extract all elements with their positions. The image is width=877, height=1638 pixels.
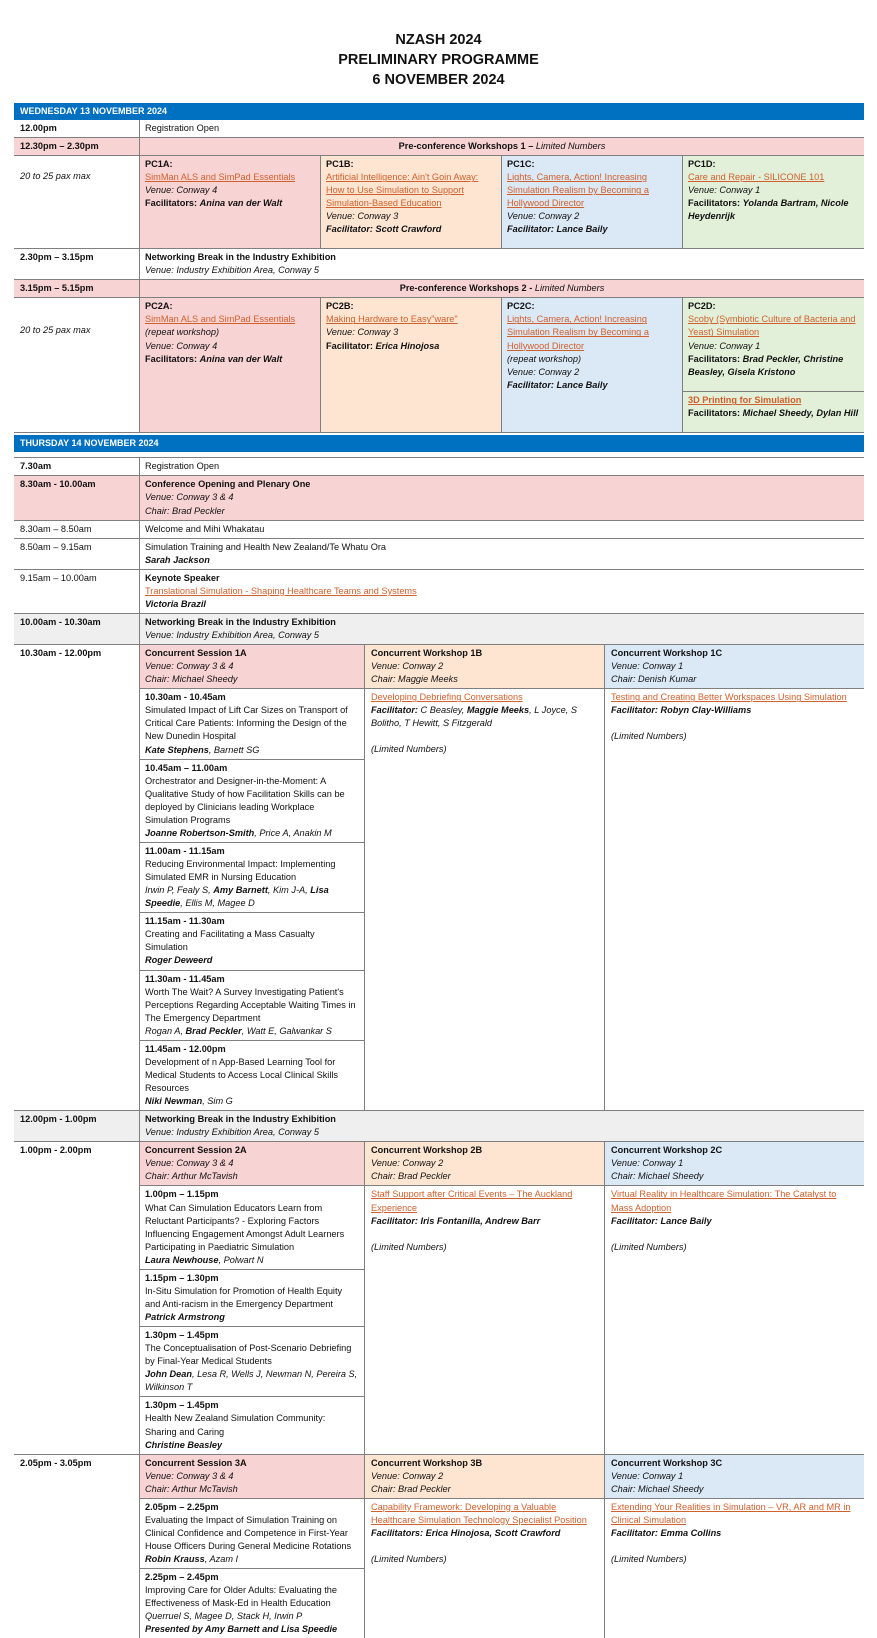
talk-title: Worth The Wait? A Survey Investigating Patient's Perceptions Regarding Acceptable Waiting Times in The Emergency Department xyxy=(145,986,356,1023)
session-header xyxy=(140,1142,364,1186)
workshop-header xyxy=(365,1455,604,1499)
session-2a xyxy=(140,1142,365,1453)
talk-title: Creating and Facilitating a Mass Casualty Simulation xyxy=(145,929,315,953)
co-facilitators: C Beasley, xyxy=(420,705,465,716)
workshop-body xyxy=(365,1499,604,1568)
workshop-chair: Chair: Michael Sheedy xyxy=(611,1483,704,1494)
facilitator: Lance Baily xyxy=(556,379,608,390)
workshop-body xyxy=(365,689,604,758)
time-cell: 8.50am – 9.15am xyxy=(14,539,140,569)
opening-chair: Chair: Brad Peckler xyxy=(145,505,225,516)
talk xyxy=(140,1041,364,1110)
workshop-link[interactable]: Staff Support after Critical Events – The Auckland Experience xyxy=(371,1189,573,1213)
workshop-chair: Chair: Maggie Meeks xyxy=(371,674,458,685)
row-registration-thu xyxy=(14,458,864,476)
time-cell: 12.00pm xyxy=(14,120,140,137)
talk-title: Orchestrator and Designer-in-the-Moment: A Qualitative Study of how Facilitation Skills can be deployed by Clinicians leading Workplace Simulation Programs xyxy=(145,775,345,825)
talk-time: 1.15pm – 1.30pm xyxy=(145,1272,219,1283)
spacer xyxy=(371,1228,598,1241)
co-authors: , Price A, Anakin M xyxy=(254,827,332,838)
session-venue: Venue: Conway 3 & 4 xyxy=(145,1470,234,1481)
break-title: Networking Break in the Industry Exhibition xyxy=(145,252,336,263)
spacer xyxy=(611,1228,858,1241)
title-line-1: NZASH 2024 xyxy=(395,32,482,48)
row-pc1-workshops xyxy=(14,156,864,249)
workshop-1c xyxy=(605,645,864,1110)
workshop-link[interactable]: Artificial Intelligence: Ain't Goin Away: How to Use Simulation to Support Simulation-Based Education xyxy=(326,172,479,209)
session-venue: Venue: Conway 3 & 4 xyxy=(145,661,234,672)
keynote-title: Keynote Speaker xyxy=(145,572,220,583)
presenter: Robin Krauss xyxy=(145,1554,205,1565)
talk-time: 10.45am – 11.00am xyxy=(145,762,228,773)
workshop-link[interactable]: Testing and Creating Better Workspaces Using Simulation xyxy=(611,692,847,703)
pc2-title-italic: Limited Numbers xyxy=(534,283,605,294)
workshop-facilitator xyxy=(371,704,598,730)
limited-note: (Limited Numbers) xyxy=(371,744,447,755)
co-facilitators: , L Joyce, S Bolitho, T Hewitt, S Fitzgerald xyxy=(371,705,577,729)
workshop-venue: Venue: Conway 2 xyxy=(507,211,580,222)
talk-title: In-Situ Simulation for Promotion of Health Equity and Anti-racism in the Emergency Department xyxy=(145,1285,343,1309)
workshop-3d-printing xyxy=(683,392,864,422)
workshop-code: PC2D: xyxy=(688,301,716,312)
workshop-chair: Chair: Brad Peckler xyxy=(371,1483,451,1494)
workshop-venue: Venue: Conway 2 xyxy=(371,1158,444,1169)
workshop-note: (repeat workshop) xyxy=(145,327,220,338)
session-venue: Venue: Conway 3 & 4 xyxy=(145,1158,234,1169)
talk-title: Simulated Impact of Lift Car Sizes on Transport of Critical Care Patients: Informing the Design of the New Dunedin Hospital xyxy=(145,705,348,742)
row-pc2-workshops xyxy=(14,298,864,433)
facilitator: Lance Baily xyxy=(660,1215,712,1226)
talk xyxy=(140,843,364,913)
session-3a xyxy=(140,1455,365,1638)
workshop-header xyxy=(605,1455,864,1499)
page-title xyxy=(0,0,877,103)
session-1a xyxy=(140,645,365,1110)
talk-time: 1.30pm – 1.45pm xyxy=(145,1400,219,1411)
workshop-code: PC2B: xyxy=(326,301,354,312)
fac-label: Facilitator: xyxy=(326,340,373,351)
session-title: Concurrent Session 2A xyxy=(145,1145,247,1156)
co-authors: Rogan A, xyxy=(145,1025,183,1036)
pc1-title-bold: Pre-conference Workshops 1 – xyxy=(398,141,534,152)
facilitator: Brad Peckler, Christine Beasley, Gisela Kristono xyxy=(688,353,844,377)
fac-label: Facilitators: xyxy=(145,198,198,209)
facilitator: Iris Fontanilla, Andrew Barr xyxy=(420,1215,541,1226)
opening-cell xyxy=(140,476,864,519)
workshop-title: Concurrent Workshop 2C xyxy=(611,1145,723,1156)
pax-note: 20 to 25 pax max xyxy=(14,298,140,432)
workshop-2b xyxy=(365,1142,605,1453)
workshop-title: Concurrent Workshop 1C xyxy=(611,648,723,659)
talk-time: 11.00am - 11.15am xyxy=(145,845,225,856)
session-header xyxy=(140,645,364,689)
talk-title: Evaluating the Impact of Simulation Training on Clinical Confidence and Competence in First-Year House Officers During General Medicine Rotations xyxy=(145,1514,352,1551)
workshop-code: PC1B: xyxy=(326,159,354,170)
workshop-pc2b xyxy=(321,298,502,432)
row-sim-training xyxy=(14,539,864,570)
workshop-chair: Chair: Denish Kumar xyxy=(611,674,697,685)
workshop-pc1d xyxy=(683,156,864,248)
facilitator: Michael Sheedy, Dylan Hill xyxy=(742,408,859,419)
row-session-1 xyxy=(14,645,864,1111)
presenter: Lisa Speedie xyxy=(145,885,329,909)
workshop-link[interactable]: Developing Debriefing Conversations xyxy=(371,692,523,703)
session-title: Concurrent Session 3A xyxy=(145,1457,247,1468)
session-header xyxy=(140,1455,364,1499)
break-venue: Venue: Industry Exhibition Area, Conway 5 xyxy=(145,1127,319,1138)
workshop-link[interactable]: Capability Framework: Developing a Valuable Healthcare Simulation Technology Specialist Position xyxy=(371,1501,587,1525)
talk-title: The Conceptualisation of Post-Scenario Debriefing by Final-Year Medical Students xyxy=(145,1343,352,1367)
fac-label: Facilitator: xyxy=(371,1215,418,1226)
workshop-code: PC1C: xyxy=(507,159,535,170)
pc2-title xyxy=(140,280,864,297)
fac-label: Facilitator: xyxy=(611,1215,658,1226)
registration-text: Registration Open xyxy=(145,123,220,133)
row-keynote xyxy=(14,570,864,614)
workshop-body xyxy=(605,689,864,745)
talk-authors xyxy=(145,1254,359,1267)
row-break-lunch xyxy=(14,1111,864,1142)
keynote-link[interactable]: Translational Simulation - Shaping Healthcare Teams and Systems xyxy=(145,585,417,596)
workshop-chair: Chair: Brad Peckler xyxy=(371,1171,451,1182)
co-authors: , Ellis M, Magee D xyxy=(180,898,255,909)
co-authors: Irwin P, Fealy S, xyxy=(145,885,211,896)
pc2-title-bold: Pre-conference Workshops 2 - xyxy=(399,283,533,294)
limited-note: (Limited Numbers) xyxy=(371,1554,447,1564)
talk xyxy=(140,1569,364,1638)
workshop-header xyxy=(605,1142,864,1186)
workshop-link[interactable]: Making Hardware to Easy"ware" xyxy=(326,314,458,325)
limited-note: (Limited Numbers) xyxy=(611,1554,687,1564)
talk xyxy=(140,1499,364,1569)
workshop-venue: Venue: Conway 3 xyxy=(326,327,399,338)
workshop-venue: Venue: Conway 4 xyxy=(145,340,218,351)
session-chair: Chair: Arthur McTavish xyxy=(145,1483,238,1494)
workshop-pc1c xyxy=(502,156,683,248)
workshop-venue: Venue: Conway 1 xyxy=(611,661,684,672)
talk-time: 1.00pm – 1.15pm xyxy=(145,1189,219,1200)
time-cell: 8.30am – 8.50am xyxy=(14,521,140,538)
spacer xyxy=(611,1540,858,1553)
workshop-link[interactable]: Extending Your Realities in Simulation – VR, AR and MR in Clinical Simulation xyxy=(611,1501,851,1525)
talk-authors: Querruel S, Magee D, Stack H, Irwin P xyxy=(145,1611,303,1622)
fac-label: Facilitators: xyxy=(688,408,741,419)
workshop-header xyxy=(365,1142,604,1186)
talk-authors xyxy=(145,744,359,757)
row-session-3 xyxy=(14,1455,864,1638)
presenter: Roger Deweerd xyxy=(145,955,213,966)
session-chair: Chair: Michael Sheedy xyxy=(145,674,238,685)
workshop-header xyxy=(365,645,604,689)
talk-title: Improving Care for Older Adults: Evaluating the Effectiveness of Mask-Ed in Health Education xyxy=(145,1585,338,1609)
workshop-header xyxy=(605,645,864,689)
workshop-link[interactable]: SimMan ALS and SimPad Essentials xyxy=(145,314,296,325)
time-cell: 3.15pm – 5.15pm xyxy=(14,280,140,297)
limited-note: (Limited Numbers) xyxy=(611,1241,687,1252)
time-cell: 2.05pm - 3.05pm xyxy=(14,1455,140,1638)
row-pc1-header xyxy=(14,138,864,156)
time-cell: 8.30am - 10.00am xyxy=(14,476,140,519)
workshop-code: PC1D: xyxy=(688,159,716,170)
talk-title: Development of n App-Based Learning Tool for Medical Students to Access Local Clinical Skills Resources xyxy=(145,1056,339,1093)
facilitator: Anina van der Walt xyxy=(199,198,283,209)
session-title: Concurrent Session 1A xyxy=(145,648,247,659)
workshop-pc2c xyxy=(502,298,683,432)
limited-note: (Limited Numbers) xyxy=(611,731,687,742)
sim-training-cell xyxy=(140,539,864,569)
talk-title: What Can Simulation Educators Learn from Reluctant Participants? - Exploring Factors Influencing Engagement Amongst Adult Learners Participating in Paediatric Simulation xyxy=(145,1202,345,1252)
fac-label: Facilitators: xyxy=(688,353,741,364)
talk xyxy=(140,1186,364,1269)
workshop-body xyxy=(605,1186,864,1255)
workshop-title: Concurrent Workshop 3C xyxy=(611,1457,723,1468)
fac-label: Facilitators: xyxy=(688,198,741,209)
workshop-body xyxy=(605,1499,864,1568)
workshop-title: Concurrent Workshop 2B xyxy=(371,1145,483,1156)
talk xyxy=(140,1397,364,1453)
workshop-title: Concurrent Workshop 1B xyxy=(371,648,483,659)
programme-table xyxy=(14,103,864,1638)
talk-authors xyxy=(145,827,359,840)
time-cell: 1.00pm - 2.00pm xyxy=(14,1142,140,1453)
talk xyxy=(140,971,364,1041)
workshop-1b xyxy=(365,645,605,1110)
workshop-link[interactable]: Lights, Camera, Action! Increasing Simulation Realism by Becoming a Hollywood Director xyxy=(507,314,649,351)
break-cell xyxy=(140,1111,864,1141)
pax-note: 20 to 25 pax max xyxy=(14,156,140,248)
title-line-2: PRELIMINARY PROGRAMME xyxy=(338,52,539,68)
talk xyxy=(140,760,364,843)
talk xyxy=(140,689,364,759)
workshop-venue: Venue: Conway 3 xyxy=(326,211,399,222)
workshop-pc2a xyxy=(140,298,321,432)
talk xyxy=(140,1270,364,1327)
time-cell: 2.30pm – 3.15pm xyxy=(14,249,140,279)
workshop-link[interactable]: SimMan ALS and SimPad Essentials xyxy=(145,172,296,183)
break-venue: Venue: Industry Exhibition Area, Conway 5 xyxy=(145,265,319,276)
facilitator: Robyn Clay-Williams xyxy=(660,705,752,716)
presenter: Niki Newman xyxy=(145,1096,203,1107)
talk-authors xyxy=(145,1368,359,1394)
talk-title: Health New Zealand Simulation Community: Sharing and Caring xyxy=(145,1413,326,1437)
facilitator: Anina van der Walt xyxy=(199,353,283,364)
pc1-title xyxy=(140,138,864,155)
workshop-code: PC1A: xyxy=(145,159,173,170)
spacer xyxy=(371,730,598,743)
workshop-venue: Venue: Conway 4 xyxy=(145,185,218,196)
keynote-cell xyxy=(140,570,864,613)
facilitator: Erica Hinojosa, Scott Crawford xyxy=(425,1527,561,1538)
sim-training-title: Simulation Training and Health New Zealand/Te Whatu Ora xyxy=(145,541,387,552)
break-title: Networking Break in the Industry Exhibition xyxy=(145,1114,336,1125)
co-authors: , Azam I xyxy=(204,1554,239,1565)
row-break-morning xyxy=(14,614,864,645)
workshop-link[interactable]: Scoby (Symbiotic Culture of Bacteria and Yeast) Simulation xyxy=(688,314,856,338)
workshop-pc2d-column xyxy=(683,298,864,432)
fac-label: Facilitator: xyxy=(507,224,554,235)
break-cell xyxy=(140,249,864,279)
co-authors: , Watt E, Galwankar S xyxy=(241,1025,332,1036)
fac-label: Facilitators: xyxy=(371,1527,424,1538)
facilitator: Erica Hinojosa xyxy=(375,340,440,351)
day-band-thursday: THURSDAY 14 NOVEMBER 2024 xyxy=(14,435,864,452)
presenter: Brad Peckler xyxy=(185,1025,242,1036)
talk-authors xyxy=(145,954,359,967)
row-registration-wed xyxy=(14,120,864,138)
break-cell xyxy=(140,614,864,644)
workshop-pc1b xyxy=(321,156,502,248)
presenter: Kate Stephens xyxy=(145,744,209,755)
workshop-link[interactable]: Lights, Camera, Action! Increasing Simulation Realism by Becoming a Hollywood Director xyxy=(507,172,649,209)
workshop-body xyxy=(365,1186,604,1255)
workshop-venue: Venue: Conway 1 xyxy=(611,1470,684,1481)
talk-time: 11.15am - 11.30am xyxy=(145,916,225,927)
talk xyxy=(140,913,364,970)
session-chair: Chair: Arthur McTavish xyxy=(145,1171,238,1182)
workshop-note: (repeat workshop) xyxy=(507,353,582,364)
workshop-title: Concurrent Workshop 3B xyxy=(371,1457,483,1468)
workshop-link[interactable]: Virtual Reality in Healthcare Simulation: The Catalyst to Mass Adoption xyxy=(611,1189,837,1213)
workshop-code: PC2C: xyxy=(507,301,535,312)
workshop-venue: Venue: Conway 1 xyxy=(688,340,761,351)
co-authors: , Barnett SG xyxy=(208,744,260,755)
fac-label: Facilitator: xyxy=(507,379,554,390)
co-authors: , Sim G xyxy=(202,1096,233,1107)
fac-label: Facilitators: xyxy=(145,353,198,364)
fac-label: Facilitator: xyxy=(326,224,373,235)
co-authors: , Lesa R, Wells J, Newman N, Pereira S, Wilkinson T xyxy=(145,1369,358,1393)
speaker: Sarah Jackson xyxy=(145,554,210,565)
welcome-text: Welcome and Mihi Whakatau xyxy=(145,523,265,534)
presenter: Patrick Armstrong xyxy=(145,1312,225,1322)
presenter: Joanne Robertson-Smith xyxy=(145,827,255,838)
time-cell: 7.30am xyxy=(14,458,140,475)
speaker: Victoria Brazil xyxy=(145,598,206,609)
talk-authors xyxy=(145,1439,359,1452)
workshop-venue: Venue: Conway 2 xyxy=(371,1470,444,1481)
spacer xyxy=(371,1540,598,1553)
workshop-venue: Venue: Conway 1 xyxy=(611,1158,684,1169)
workshop-pc1a xyxy=(140,156,321,248)
row-welcome xyxy=(14,521,864,539)
break-title: Networking Break in the Industry Exhibition xyxy=(145,616,336,627)
presenter: Amy Barnett xyxy=(213,885,268,896)
facilitator: Scott Crawford xyxy=(375,224,442,235)
workshop-code: PC2A: xyxy=(145,301,173,312)
workshop-2c xyxy=(605,1142,864,1453)
time-cell: 10.00am - 10.30am xyxy=(14,614,140,644)
talk-time: 11.30am - 11.45am xyxy=(145,973,225,984)
fac-label: Facilitator: xyxy=(611,1527,658,1538)
workshop-venue: Venue: Conway 2 xyxy=(507,366,580,377)
talk-time: 10.30am - 10.45am xyxy=(145,692,226,703)
row-session-2 xyxy=(14,1142,864,1454)
day-band-wednesday: WEDNESDAY 13 NOVEMBER 2024 xyxy=(14,103,864,120)
talk-authors xyxy=(145,1025,359,1038)
talk xyxy=(140,1327,364,1397)
talk-time: 2.25pm – 2.45pm xyxy=(145,1572,219,1583)
workshop-venue: Venue: Conway 1 xyxy=(688,185,761,196)
workshop-3b xyxy=(365,1455,605,1638)
presenter: Christine Beasley xyxy=(145,1439,223,1450)
talk-authors xyxy=(145,1095,359,1108)
presenter: Presented by Amy Barnett and Lisa Speedie xyxy=(145,1624,338,1635)
presenter: John Dean xyxy=(145,1369,192,1380)
workshop-chair: Chair: Michael Sheedy xyxy=(611,1171,704,1182)
row-opening xyxy=(14,476,864,520)
fac-label: Facilitator: xyxy=(611,705,658,716)
time-cell: 10.30am - 12.00pm xyxy=(14,645,140,1110)
opening-venue: Venue: Conway 3 & 4 xyxy=(145,492,234,503)
opening-title: Conference Opening and Plenary One xyxy=(145,479,311,490)
registration-text: Registration Open xyxy=(145,461,220,472)
workshop-link[interactable]: Care and Repair - SILICONE 101 xyxy=(688,172,825,183)
time-cell: 12.30pm – 2.30pm xyxy=(14,138,140,155)
title-line-3: 6 NOVEMBER 2024 xyxy=(372,72,505,88)
workshop-venue: Venue: Conway 2 xyxy=(371,661,444,672)
time-cell: 12.00pm - 1.00pm xyxy=(14,1111,140,1141)
talk-time: 1.30pm – 1.45pm xyxy=(145,1330,219,1341)
presenter: Laura Newhouse xyxy=(145,1254,219,1265)
row-pc2-header xyxy=(14,280,864,298)
talk-title: Reducing Environmental Impact: Implementing Simulated EMR in Nursing Education xyxy=(145,859,336,883)
fac-label: Facilitator: xyxy=(371,705,418,716)
lead-facilitator: Maggie Meeks xyxy=(466,705,530,716)
facilitator: Emma Collins xyxy=(660,1527,722,1538)
co-authors: , Kim J-A, xyxy=(267,885,308,896)
break-venue: Venue: Industry Exhibition Area, Conway 5 xyxy=(145,630,319,640)
limited-note: (Limited Numbers) xyxy=(371,1241,447,1252)
pc1-title-italic: Limited Numbers xyxy=(535,141,606,152)
facilitator: Yolanda Bartram, Nicole Heydenrijk xyxy=(688,198,849,222)
workshop-pc2d xyxy=(683,298,864,392)
talk-authors xyxy=(145,884,359,910)
row-break-wed xyxy=(14,249,864,280)
talk-time: 11.45am - 12.00pm xyxy=(145,1043,226,1054)
talk-authors xyxy=(145,1553,359,1566)
facilitator: Lance Baily xyxy=(556,224,608,235)
co-authors: , Polwart N xyxy=(218,1254,264,1265)
time-cell: 9.15am – 10.00am xyxy=(14,570,140,613)
workshop-3c xyxy=(605,1455,864,1638)
talk-authors xyxy=(145,1311,359,1324)
talk-time: 2.05pm – 2.25pm xyxy=(145,1501,219,1512)
workshop-link[interactable]: 3D Printing for Simulation xyxy=(688,395,802,406)
spacer xyxy=(611,717,858,730)
